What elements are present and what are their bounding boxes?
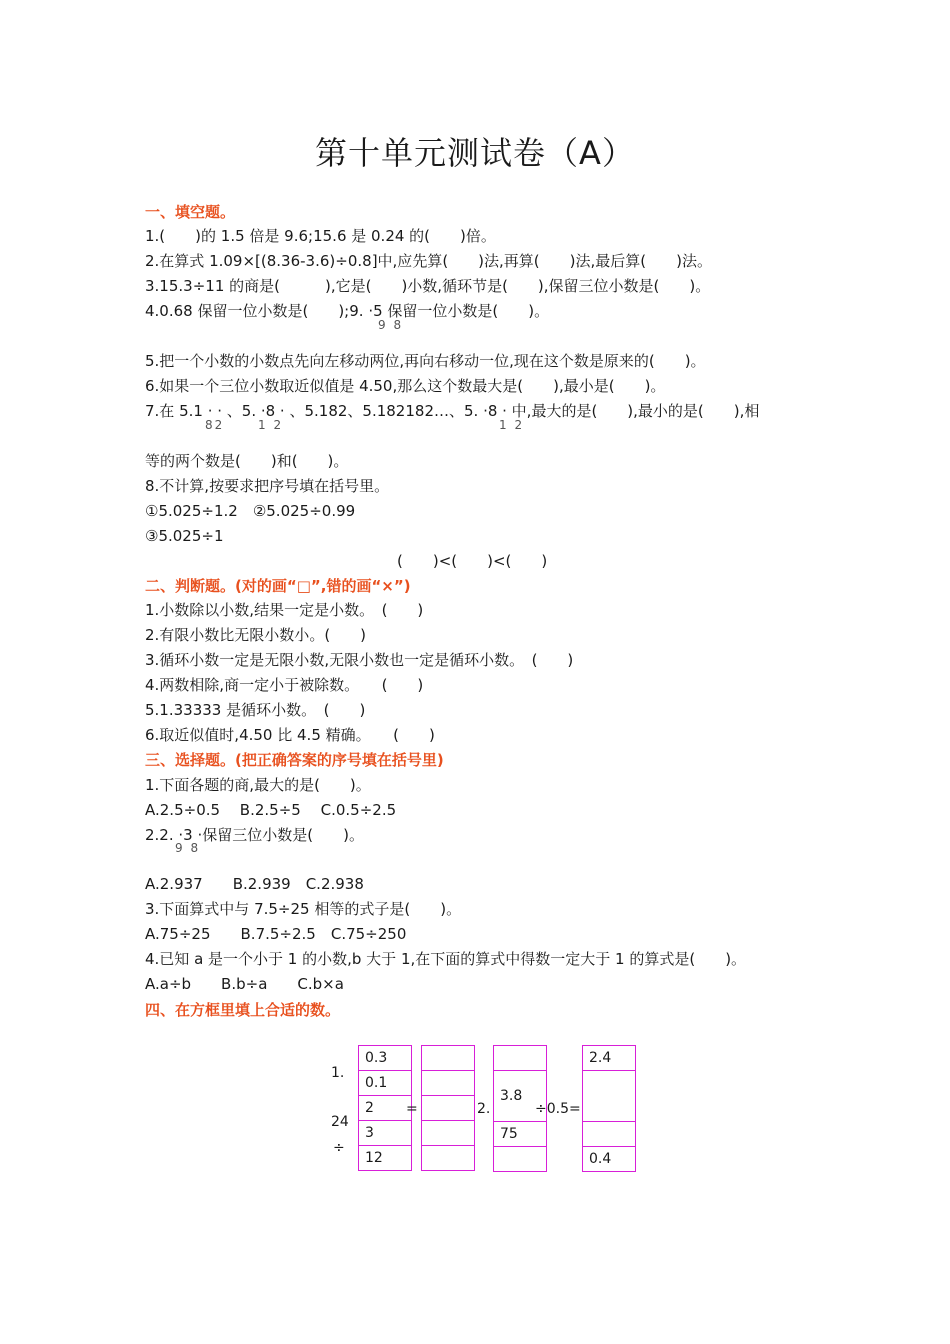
divide-by-half-operator: ÷0.5= — [535, 1101, 581, 1117]
grid-cell: 3 — [359, 1121, 412, 1146]
grid-cell: 2.4 — [583, 1046, 636, 1071]
question-3-4-options: A.a÷b B.b÷a C.b×a — [145, 975, 344, 993]
question-1-5: 5.把一个小数的小数点先向左移动两位,再向右移动一位,现在这个数是原来的( )。 — [145, 352, 706, 370]
grid-cell: 75 — [494, 1122, 547, 1147]
question-1-4: 4.0.68 保留一位小数是( );9. ·5 保留一位小数是( )。 — [145, 302, 550, 320]
question-3-1: 1.下面各题的商,最大的是( )。 — [145, 776, 371, 794]
section-heading-fill-boxes: 四、在方框里填上合适的数。 — [145, 1001, 341, 1019]
grid-cell: 3.8 — [494, 1071, 547, 1122]
answer-box[interactable] — [494, 1046, 547, 1071]
section-heading-true-false: 二、判断题。(对的画“□”,错的画“×”) — [145, 577, 411, 595]
answer-box[interactable] — [422, 1096, 475, 1121]
answer-column-1 — [421, 1045, 475, 1171]
answer-box[interactable] — [422, 1046, 475, 1071]
problem-2-label: 2. — [477, 1101, 491, 1117]
grid-cell: 0.3 — [359, 1046, 412, 1071]
problem-1-dividend: 24 — [331, 1114, 349, 1130]
question-3-1-options: A.2.5÷0.5 B.2.5÷5 C.0.5÷2.5 — [145, 801, 397, 819]
question-1-8: 8.不计算,按要求把序号填在括号里。 — [145, 477, 390, 495]
question-2-1: 1.小数除以小数,结果一定是小数。 ( ) — [145, 601, 424, 619]
question-2-6: 6.取近似值时,4.50 比 4.5 精确。 ( ) — [145, 726, 435, 744]
question-3-3-options: A.75÷25 B.7.5÷2.5 C.75÷250 — [145, 925, 407, 943]
question-2-3: 3.循环小数一定是无限小数,无限小数也一定是循环小数。 ( ) — [145, 651, 574, 669]
problem-1-label: 1. — [331, 1065, 345, 1081]
page-title: 第十单元测试卷（A） — [315, 134, 635, 172]
repeating-digits-marker: 82 — [205, 418, 225, 432]
division-sign: ÷ — [333, 1140, 345, 1156]
question-3-2: 2.2. ·3 ·保留三位小数是( )。 — [145, 826, 364, 844]
question-1-1: 1.( )的 1.5 倍是 9.6;15.6 是 0.24 的( )倍。 — [145, 227, 496, 245]
question-1-8-options: ③5.025÷1 — [145, 527, 224, 545]
quotient-column — [582, 1045, 636, 1172]
grid-cell: 0.4 — [583, 1147, 636, 1172]
question-1-3: 3.15.3÷11 的商是( ),它是( )小数,循环节是( ),保留三位小数是( )。 — [145, 277, 711, 295]
question-2-4: 4.两数相除,商一定小于被除数。 ( ) — [145, 676, 424, 694]
answer-box[interactable] — [494, 1147, 547, 1172]
repeating-digits-marker: 1 2 — [258, 418, 284, 432]
grid-cell: 2 — [359, 1096, 412, 1121]
question-2-5: 5.1.33333 是循环小数。 ( ) — [145, 701, 366, 719]
question-3-3: 3.下面算式中与 7.5÷25 相等的式子是( )。 — [145, 900, 462, 918]
question-1-8-options: ①5.025÷1.2 ②5.025÷0.99 — [145, 502, 356, 520]
answer-box[interactable] — [422, 1121, 475, 1146]
answer-box[interactable] — [583, 1122, 636, 1147]
question-3-4: 4.已知 a 是一个小于 1 的小数,b 大于 1,在下面的算式中得数一定大于 1 的算式是( )。 — [145, 950, 747, 968]
repeating-digits-marker: 9 8 — [378, 318, 404, 332]
section-heading-multiple-choice: 三、选择题。(把正确答案的序号填在括号里) — [145, 751, 444, 769]
question-1-2: 2.在算式 1.09×[(8.36-3.6)÷0.8]中,应先算( )法,再算( )法,最后算( )法。 — [145, 252, 712, 270]
divisor-column — [358, 1045, 412, 1171]
question-1-8-order: ( )<( )<( ) — [397, 552, 548, 570]
answer-box[interactable] — [422, 1146, 475, 1171]
equals-sign: = — [406, 1101, 418, 1117]
grid-cell: 12 — [359, 1146, 412, 1171]
grid-cell: 0.1 — [359, 1071, 412, 1096]
answer-box[interactable] — [422, 1071, 475, 1096]
question-1-7: 7.在 5.1 · · 、5. ·8 · 、5.182、5.182182…、5. ·8 · 中,最大的是( ),最小的是( ),相 — [145, 402, 760, 420]
question-1-6: 6.如果一个三位小数取近似值是 4.50,那么这个数最大是( ),最小是( )。 — [145, 377, 666, 395]
section-heading-fill-blanks: 一、填空题。 — [145, 203, 236, 221]
repeating-digits-marker: 9 8 — [175, 841, 201, 855]
answer-box[interactable] — [583, 1071, 636, 1122]
question-1-7-continued: 等的两个数是( )和( )。 — [145, 452, 349, 470]
question-2-2: 2.有限小数比无限小数小。( ) — [145, 626, 367, 644]
repeating-digits-marker: 1 2 — [499, 418, 525, 432]
question-3-2-options: A.2.937 B.2.939 C.2.938 — [145, 875, 364, 893]
